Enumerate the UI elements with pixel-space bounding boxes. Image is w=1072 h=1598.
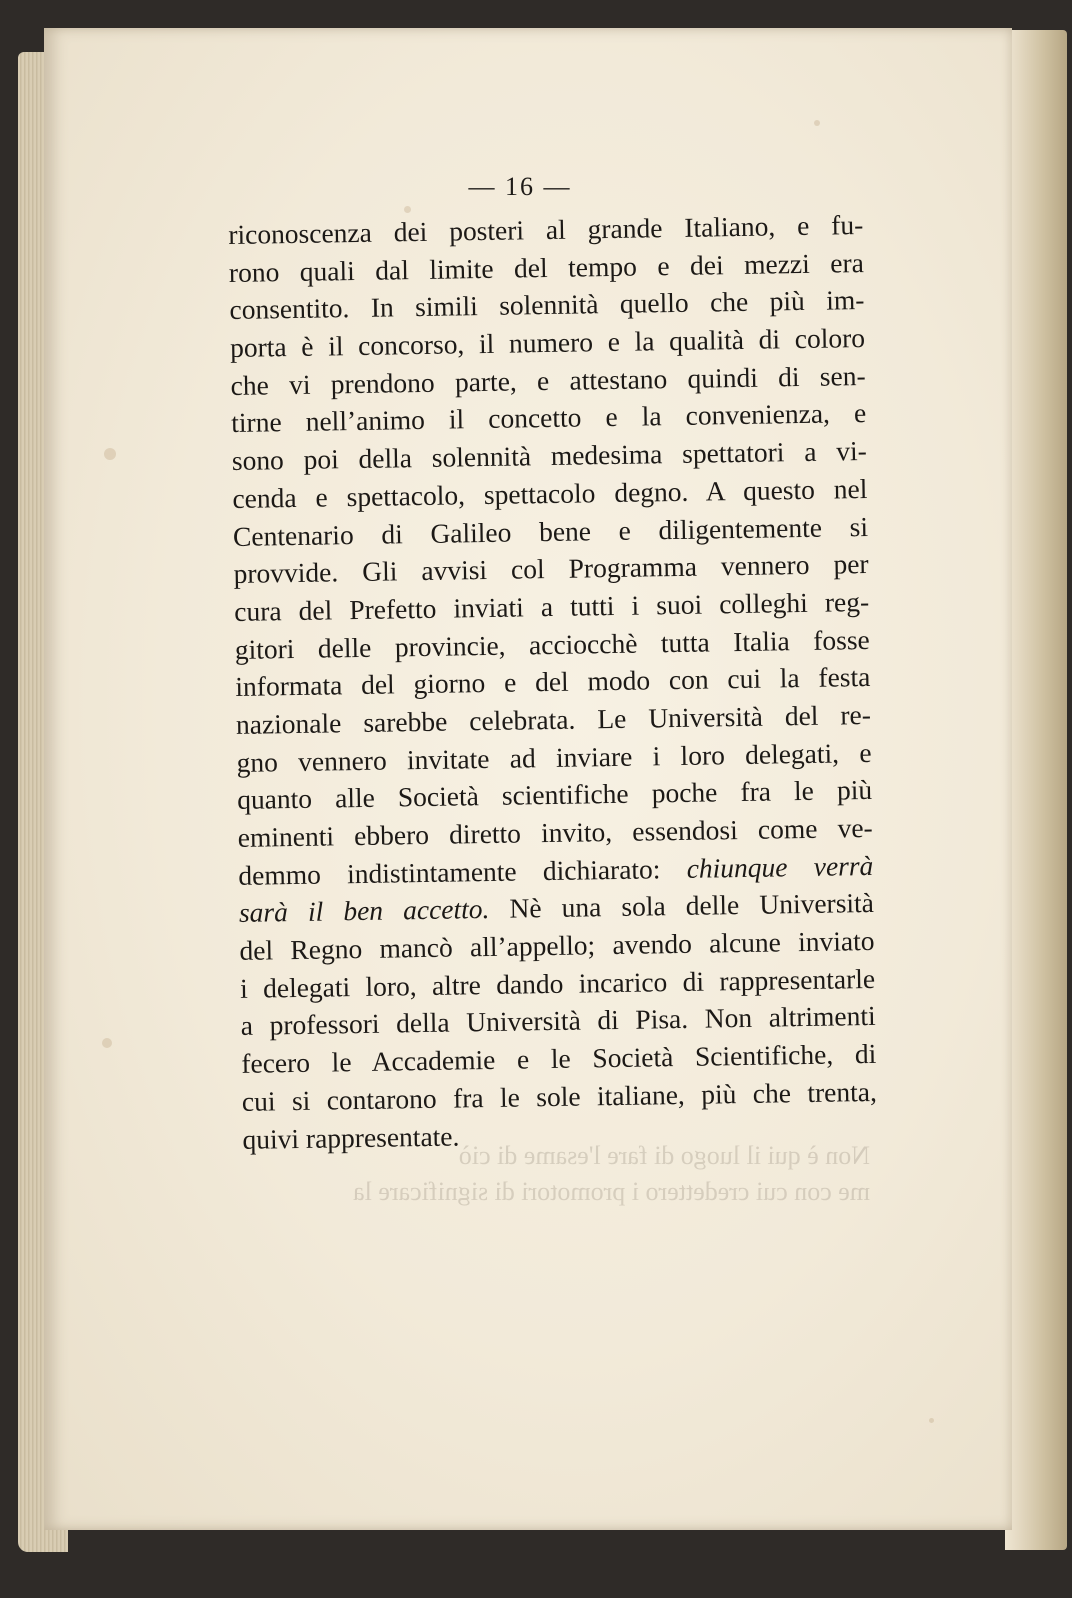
foxing-spot — [404, 206, 411, 213]
show-through-text: Non è qui il luogo di fare l'esame di ciò me con cui credettero i promotori di significare la — [353, 1141, 870, 1206]
foxing-spot — [104, 448, 116, 460]
foxing-spot — [929, 1418, 934, 1423]
italic-phrase: chiunque verrà — [686, 849, 874, 884]
text-line: nazionale sarebbe celebrata. Le Università del re- — [235, 698, 872, 740]
text-segment: demmo indistintamente dichiarato: — [238, 852, 687, 891]
italic-phrase: sarà il ben accetto. — [238, 893, 490, 929]
text-line: consentito. In simili solennità quello che più im- — [229, 284, 865, 326]
text-line: sono poi della solennità medesima spettatori a vi- — [231, 435, 868, 477]
text-line: cenda e spettacolo, spettacolo degno. A questo nel — [232, 472, 868, 514]
text-line: tirne nell’animo il concetto e la convenienza, e — [231, 397, 867, 439]
right-page-edge — [1005, 30, 1067, 1550]
text-line: provvide. Gli avvisi col Programma vennero per — [233, 548, 869, 590]
text-line: porta è il concorso, il numero e la qualità di coloro — [229, 322, 866, 364]
text-line: a professori della Università di Pisa. Non altrimenti — [240, 1000, 876, 1042]
page-number: — 16 — — [468, 172, 572, 201]
text-line: fecero le Accademie e le Società Scientifiche, di — [241, 1038, 877, 1080]
text-line: quivi rappresentate. — [242, 1119, 460, 1155]
text-line: gno vennero invitate ad inviare i loro delegati, e — [236, 736, 872, 778]
text-line: i delegati loro, altre dando incarico di rappresentarle — [239, 962, 876, 1004]
foxing-spot — [814, 120, 820, 126]
text-line: del Regno mancò all’appello; avendo alcune inviato — [239, 924, 875, 966]
text-line: cui si contarono fra le sole italiane, più che trenta, — [241, 1075, 878, 1117]
text-line: Centenario di Galileo bene e diligentemente si — [232, 510, 869, 552]
text-line: che vi prendono parte, e attestano quindi di sen- — [230, 359, 866, 401]
text-line: riconoscenza dei posteri al grande Italiano, e fu- — [228, 209, 864, 250]
text-line: rono quali dal limite del tempo e dei mezzi era — [228, 246, 865, 288]
text-line: informata del giorno e del modo con cui la festa — [235, 661, 871, 703]
foxing-spot — [102, 1038, 112, 1048]
text-line: gitori delle provincie, acciocchè tutta Italia fosse — [234, 623, 870, 665]
text-segment: Nè una sola delle Università — [489, 887, 875, 925]
text-line: cura del Prefetto inviati a tutti i suoi colleghi reg- — [233, 585, 870, 627]
text-line: quanto alle Società scientifiche poche fra le più — [236, 774, 873, 816]
text-line: eminenti ebbero diretto invito, essendosi come ve- — [237, 811, 873, 853]
body-text — [228, 206, 878, 1158]
